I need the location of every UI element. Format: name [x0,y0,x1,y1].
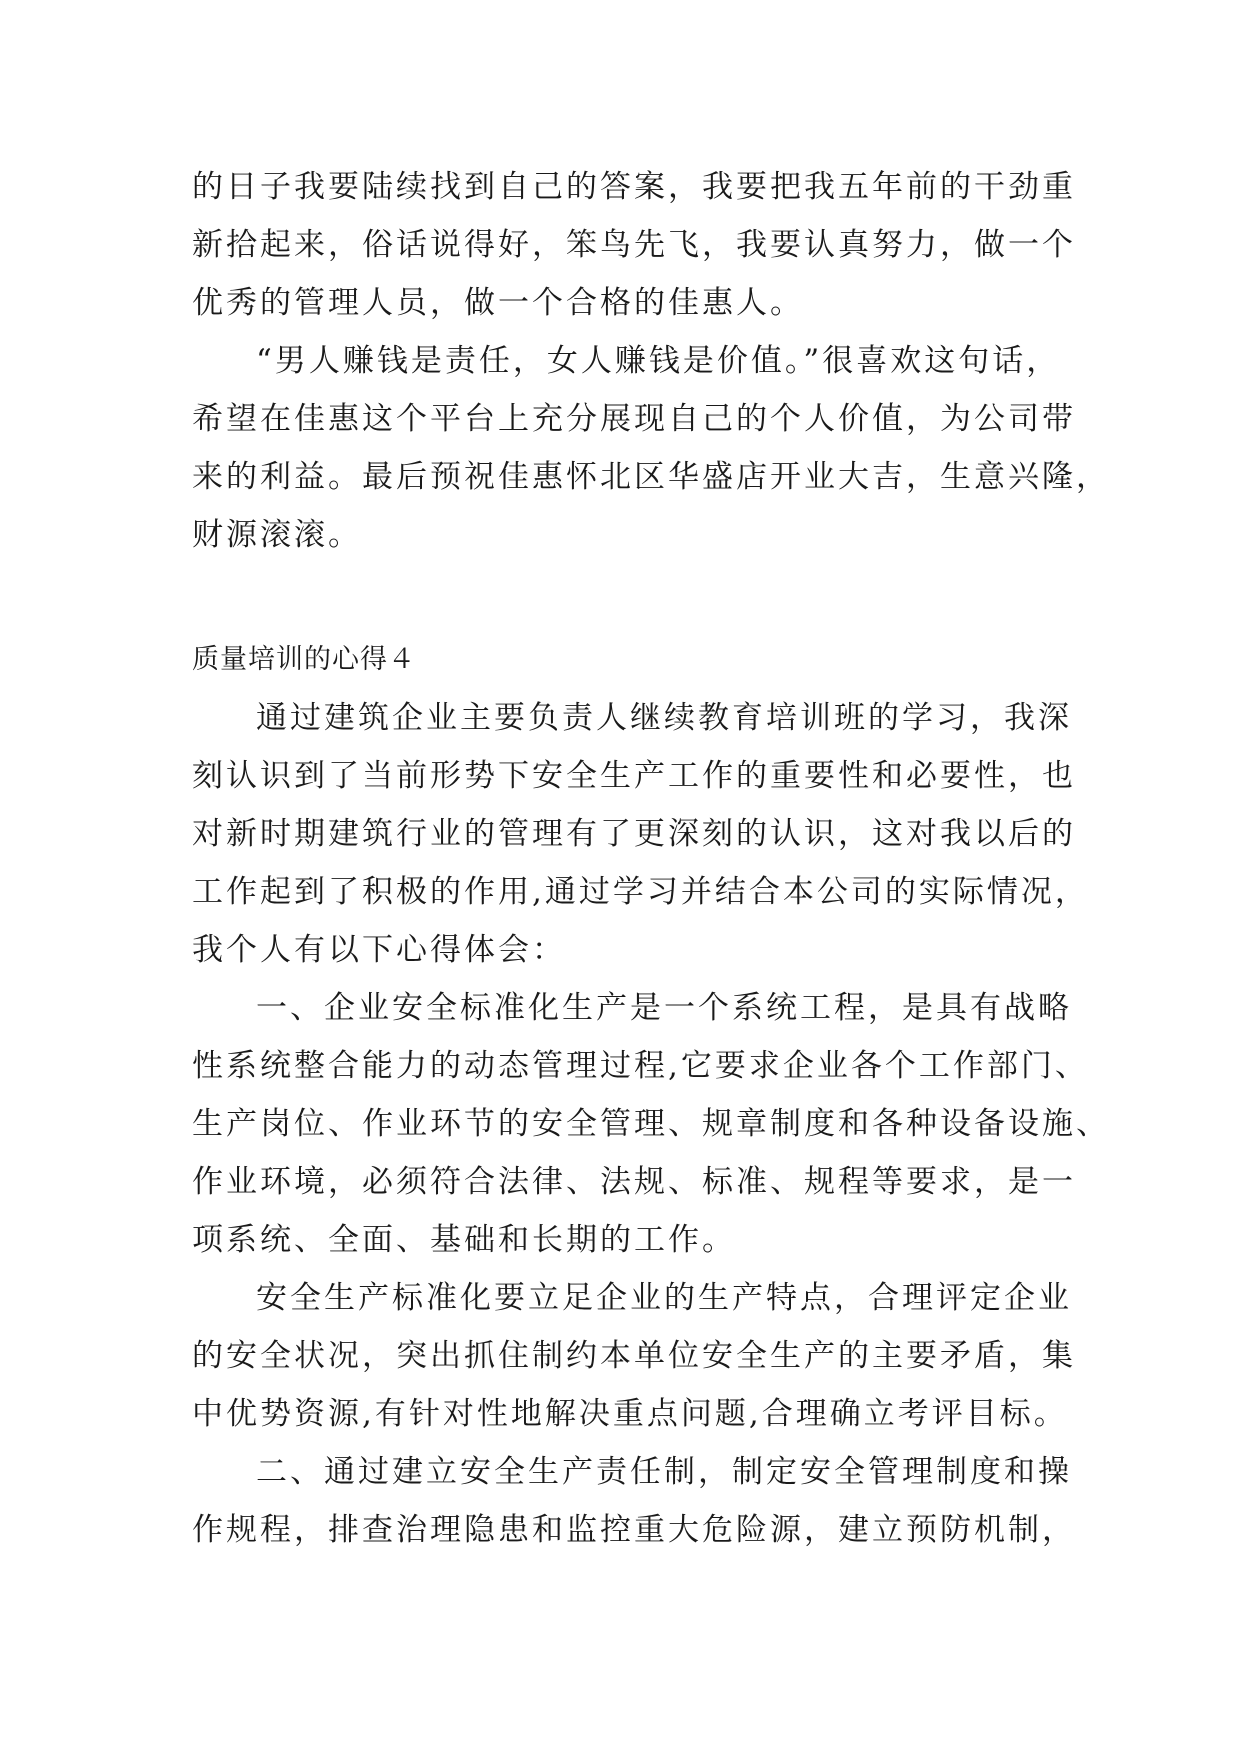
text-line: 对新时期建筑行业的管理有了更深刻的认识，这对我以后的 [192,816,1076,852]
text-line: 二、通过建立安全生产责任制，制定安全管理制度和操 [256,1454,1072,1490]
section-heading: 质量培训的心得４ [192,644,416,675]
paragraph-quote [192,332,1110,564]
text-line: 来的利益。最后预祝佳惠怀北区华盛店开业大吉，生意兴隆， [192,459,1110,495]
document-body [192,158,1110,1559]
text-line: 项系统、全面、基础和长期的工作。 [192,1222,736,1258]
paragraph-standardization [192,1269,1076,1443]
text-line: 安全生产标准化要立足企业的生产特点，合理评定企业 [256,1280,1072,1316]
paragraph-point-two [192,1443,1076,1559]
paragraph-intro [192,689,1089,979]
text-line: 工作起到了积极的作用,通过学习并结合本公司的实际情况， [192,874,1089,910]
text-line: 的安全状况，突出抓住制约本单位安全生产的主要矛盾，集 [192,1338,1076,1374]
text-line: 优秀的管理人员，做一个合格的佳惠人。 [192,285,804,321]
text-line: 新拾起来，俗话说得好，笨鸟先飞，我要认真努力，做一个 [192,227,1076,263]
text-line: 作规程，排查治理隐患和监控重大危险源，建立预防机制， [192,1512,1076,1548]
text-line: “男人赚钱是责任，女人赚钱是价值。”很喜欢这句话， [256,343,1061,379]
text-line: 作业环境，必须符合法律、法规、标准、规程等要求，是一 [192,1164,1076,1200]
text-line: 通过建筑企业主要负责人继续教育培训班的学习，我深 [256,700,1072,736]
paragraph-continuation [192,158,1076,332]
text-line: 中优势资源,有针对性地解决重点问题,合理确立考评目标。 [192,1396,1068,1432]
text-line: 刻认识到了当前形势下安全生产工作的重要性和必要性，也 [192,758,1076,794]
text-line: 财源滚滚。 [192,517,362,553]
text-line: 生产岗位、作业环节的安全管理、规章制度和各种设备设施、 [192,1106,1110,1142]
text-line: 性系统整合能力的动态管理过程,它要求企业各个工作部门、 [192,1048,1089,1084]
text-line: 希望在佳惠这个平台上充分展现自己的个人价值，为公司带 [192,401,1076,437]
paragraph-point-one [192,979,1110,1269]
text-line: 我个人有以下心得体会： [192,932,566,968]
text-line: 的日子我要陆续找到自己的答案，我要把我五年前的干劲重 [192,169,1076,205]
text-line: 一、企业安全标准化生产是一个系统工程，是具有战略 [256,990,1072,1026]
